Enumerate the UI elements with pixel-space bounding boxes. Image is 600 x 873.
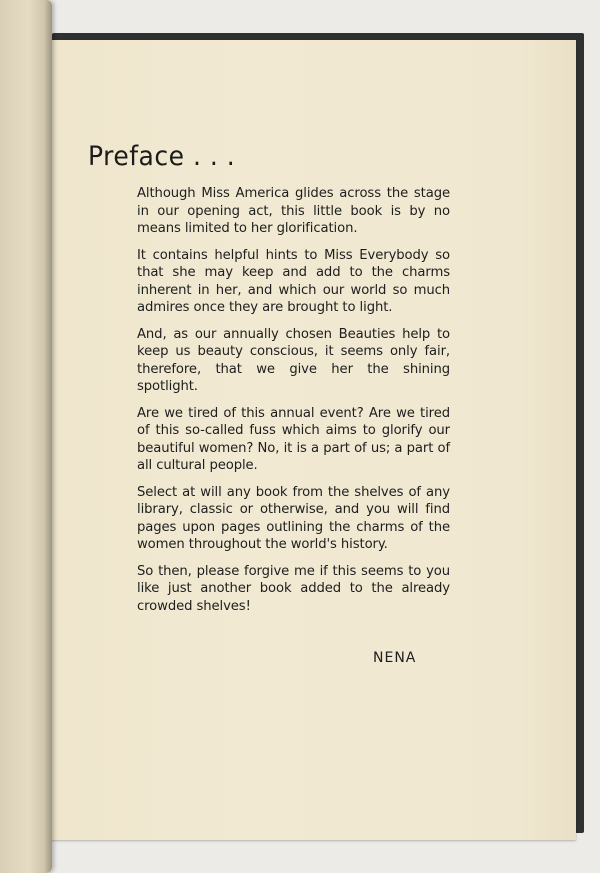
paragraph: Are we tired of this annual event? Are we tired of this so-called fuss which aims to glorify our beautiful women? No, it is a part of us; a part of all cultural people. xyxy=(137,405,450,473)
paragraph: And, as our annually chosen Beauties help to keep us beauty conscious, it seems only fair, therefore, that we give her the shining spotlight. xyxy=(137,326,450,394)
paragraph: Although Miss America glides across the stage in our opening act, this little book is by no means limited to her glorification. xyxy=(137,186,450,236)
author-signature: NENA xyxy=(373,650,417,666)
paragraph: It contains helpful hints to Miss Everybody so that she may keep and add to the charms inherent in her, and which our world so much admires once they are brought to light. xyxy=(137,247,450,315)
preface-text xyxy=(137,185,450,624)
paragraph: So then, please forgive me if this seems to you like just another book added to the already crowded shelves! xyxy=(137,563,450,614)
facing-page-edge xyxy=(0,0,52,873)
paragraph: Select at will any book from the shelves of any library, classic or otherwise, and you will find pages upon pages outlining the charms of the women throughout the world's history. xyxy=(137,484,450,552)
page-heading: Preface . . . xyxy=(88,140,236,172)
